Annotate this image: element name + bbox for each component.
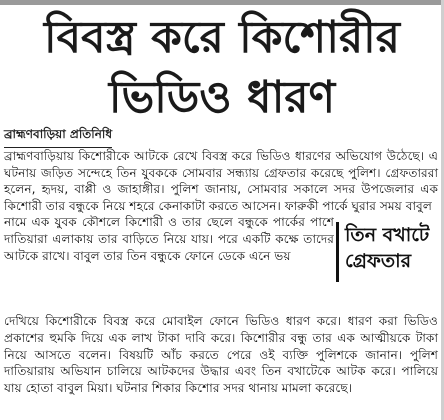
inset-callout bbox=[336, 222, 442, 282]
paragraph-1: ব্রাহ্মণবাড়িয়ায় কিশোরীকে আটকে রেখে বিবস্ত্র করে ভিডিও ধারণের অভিযোগ উঠেছে। এ ঘটনায় জড়িত সন্দেহে তিন যুবককে সোমবার সন্ধ্যায় গ্রেফতার করেছে পুলিশ। গ্রেফতাররা হলেন, হৃদয়, বাপ্পী ও জাহাঙ্গীর। পুলিশ জানায়, সোমবার সকালে সদর উপজেলার এক কিশোরী তার বন্ধুকে নিয়ে শহরে কেনাকাটা করতে আসেন। ফারুকী পার্কে ঘুরার সময় বাবুল bbox=[4, 149, 438, 213]
article-body bbox=[4, 148, 438, 396]
headline-line-1: বিবস্ত্র করে কিশোরীর bbox=[44, 12, 400, 63]
headline bbox=[0, 8, 444, 128]
inset-area bbox=[4, 214, 438, 313]
paragraph-2: নামে এক যুবক কৌশলে কিশোরী ও তার ছেলে বন্ধুকে পার্কের পাশে দাতিয়ারা এলাকায় তার বাড়িতে নিয়ে যায়। পরে একটি কক্ষে তাদের আটকে রাখে। বাবুল তার তিন বন্ধুকে ফোনে ডেকে এনে ভয় bbox=[4, 215, 334, 263]
paragraph-3: দেখিয়ে কিশোরীকে বিবস্ত্র করে মোবাইল ফোনে ভিডিও ধারণ করে। ধারণ করা ভিডিও প্রকাশের হুমকি দিয়ে এক লাখ টাকা দাবি করে। কিশোরীর বন্ধু তার এক আত্মীয়কে টাকা নিয়ে আসতে বলেন। বিষয়টি আঁচ করতে পেরে ওই ব্যক্তি পুলিশকে জানান। পুলিশ দাতিয়ারায় অভিযান চালিয়ে আটকদের উদ্ধার এবং তিন বখাটেকে আটক করে। পালিয়ে যায় হোতা বাবুল মিয়া। ঘটনার শিকার কিশোর সদর থানায় মামলা করেছে। bbox=[4, 314, 438, 395]
inset-title-line-1: তিন বখাটে bbox=[345, 224, 430, 247]
top-border bbox=[0, 0, 444, 5]
headline-line-2: ভিডিও ধারণ bbox=[108, 72, 336, 123]
byline: ব্রাহ্মণবাড়িয়া প্রতিনিধি bbox=[4, 126, 112, 148]
inset-title-line-2: গ্রেফতার bbox=[345, 250, 412, 273]
